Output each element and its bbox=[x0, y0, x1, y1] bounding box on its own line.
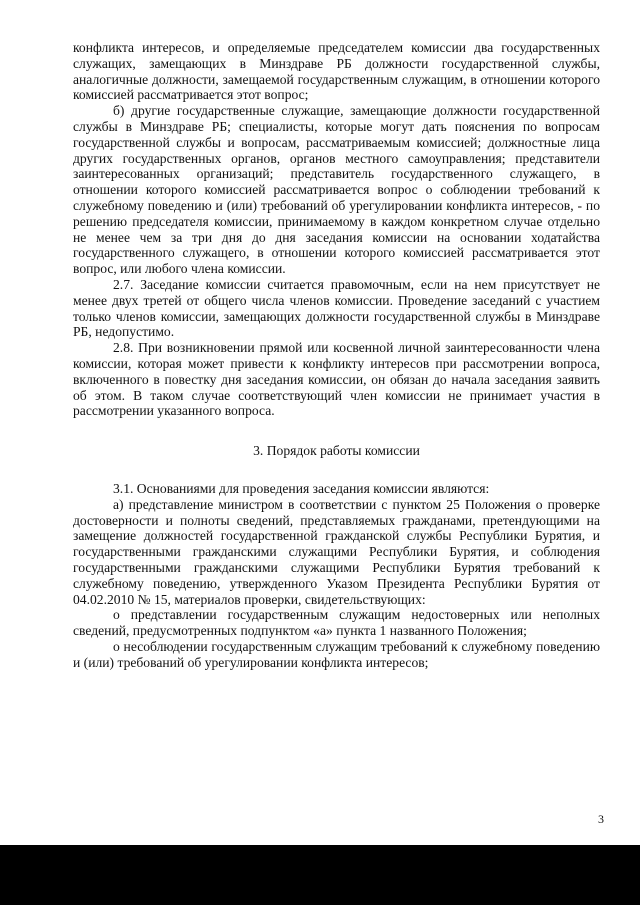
scan-bottom-border bbox=[0, 845, 640, 905]
paragraph-3-1-a-item-1: о представлении государственным служащим недостоверных или неполных сведений, предусмотренных подпунктом «а» пункта 1 названного Положения; bbox=[73, 607, 600, 639]
paragraph-3-1-a: а) представление министром в соответствии с пунктом 25 Положения о проверке достоверности и полноты сведений, представляемых гражданами, претендующими на замещение должностей государственной гражданской службы Республики Бурятия, и государственными гражданскими служащими Республики Бурятия, и соблюдения государственными гражданскими служащими Республики Бурятия требований к служебному поведению, утвержденного Указом Президента Республики Бурятия от 04.02.2010 № 15, материалов проверки, свидетельствующих: bbox=[73, 496, 600, 607]
paragraph-b-participants: б) другие государственные служащие, замещающие должности государственной службы в Минздраве РБ; специалисты, которые могут дать пояснения по вопросам государственной службы и вопросам, рассматриваемым комиссией; должностные лица других государственных органов, органов местного самоуправления; представители заинтересованных организаций; представитель государственного служащего, в отношении которого комиссией рассматривается вопрос о соблюдении требований к служебному поведению и (или) требований об урегулировании конфликта интересов, - по решению председателя комиссии, принимаемому в каждом конкретном случае отдельно не менее чем за три дня до дня заседания комиссии на основании ходатайства государственного служащего, в отношении которого комиссией рассматривается этот вопрос, или любого члена комиссии. bbox=[73, 103, 600, 277]
paragraph-3-1: 3.1. Основаниями для проведения заседания комиссии являются: bbox=[113, 480, 490, 496]
paragraph-continuation: конфликта интересов, и определяемые председателем комиссии два государственных служащих, замещающих в Минздраве РБ должности государственной службы, аналогичные должности, замещаемой государственным служащим, в отношении которого комиссией рассматривается этот вопрос; bbox=[73, 40, 600, 103]
section-heading: 3. Порядок работы комиссии bbox=[253, 443, 420, 459]
paragraph-2-7: 2.7. Заседание комиссии считается правомочным, если на нем присутствует не менее двух третей от общего числа членов комиссии. Проведение заседаний с участием только членов комиссии, замещающих должности государственной службы в Минздраве РБ, недопустимо. bbox=[73, 276, 600, 340]
paragraph-2-8: 2.8. При возникновении прямой или косвенной личной заинтересованности члена комиссии, которая может привести к конфликту интересов при рассмотрении вопроса, включенного в повестку дня заседания комиссии, он обязан до начала заседания заявить об этом. В таком случае соответствующий член комиссии не принимает участия в рассмотрении указанного вопроса. bbox=[73, 340, 600, 419]
paragraph-3-1-a-item-2: о несоблюдении государственным служащим требований к служебному поведению и (или) требований об урегулировании конфликта интересов; bbox=[73, 638, 600, 670]
page-number: 3 bbox=[598, 812, 604, 826]
document-body bbox=[73, 40, 600, 670]
